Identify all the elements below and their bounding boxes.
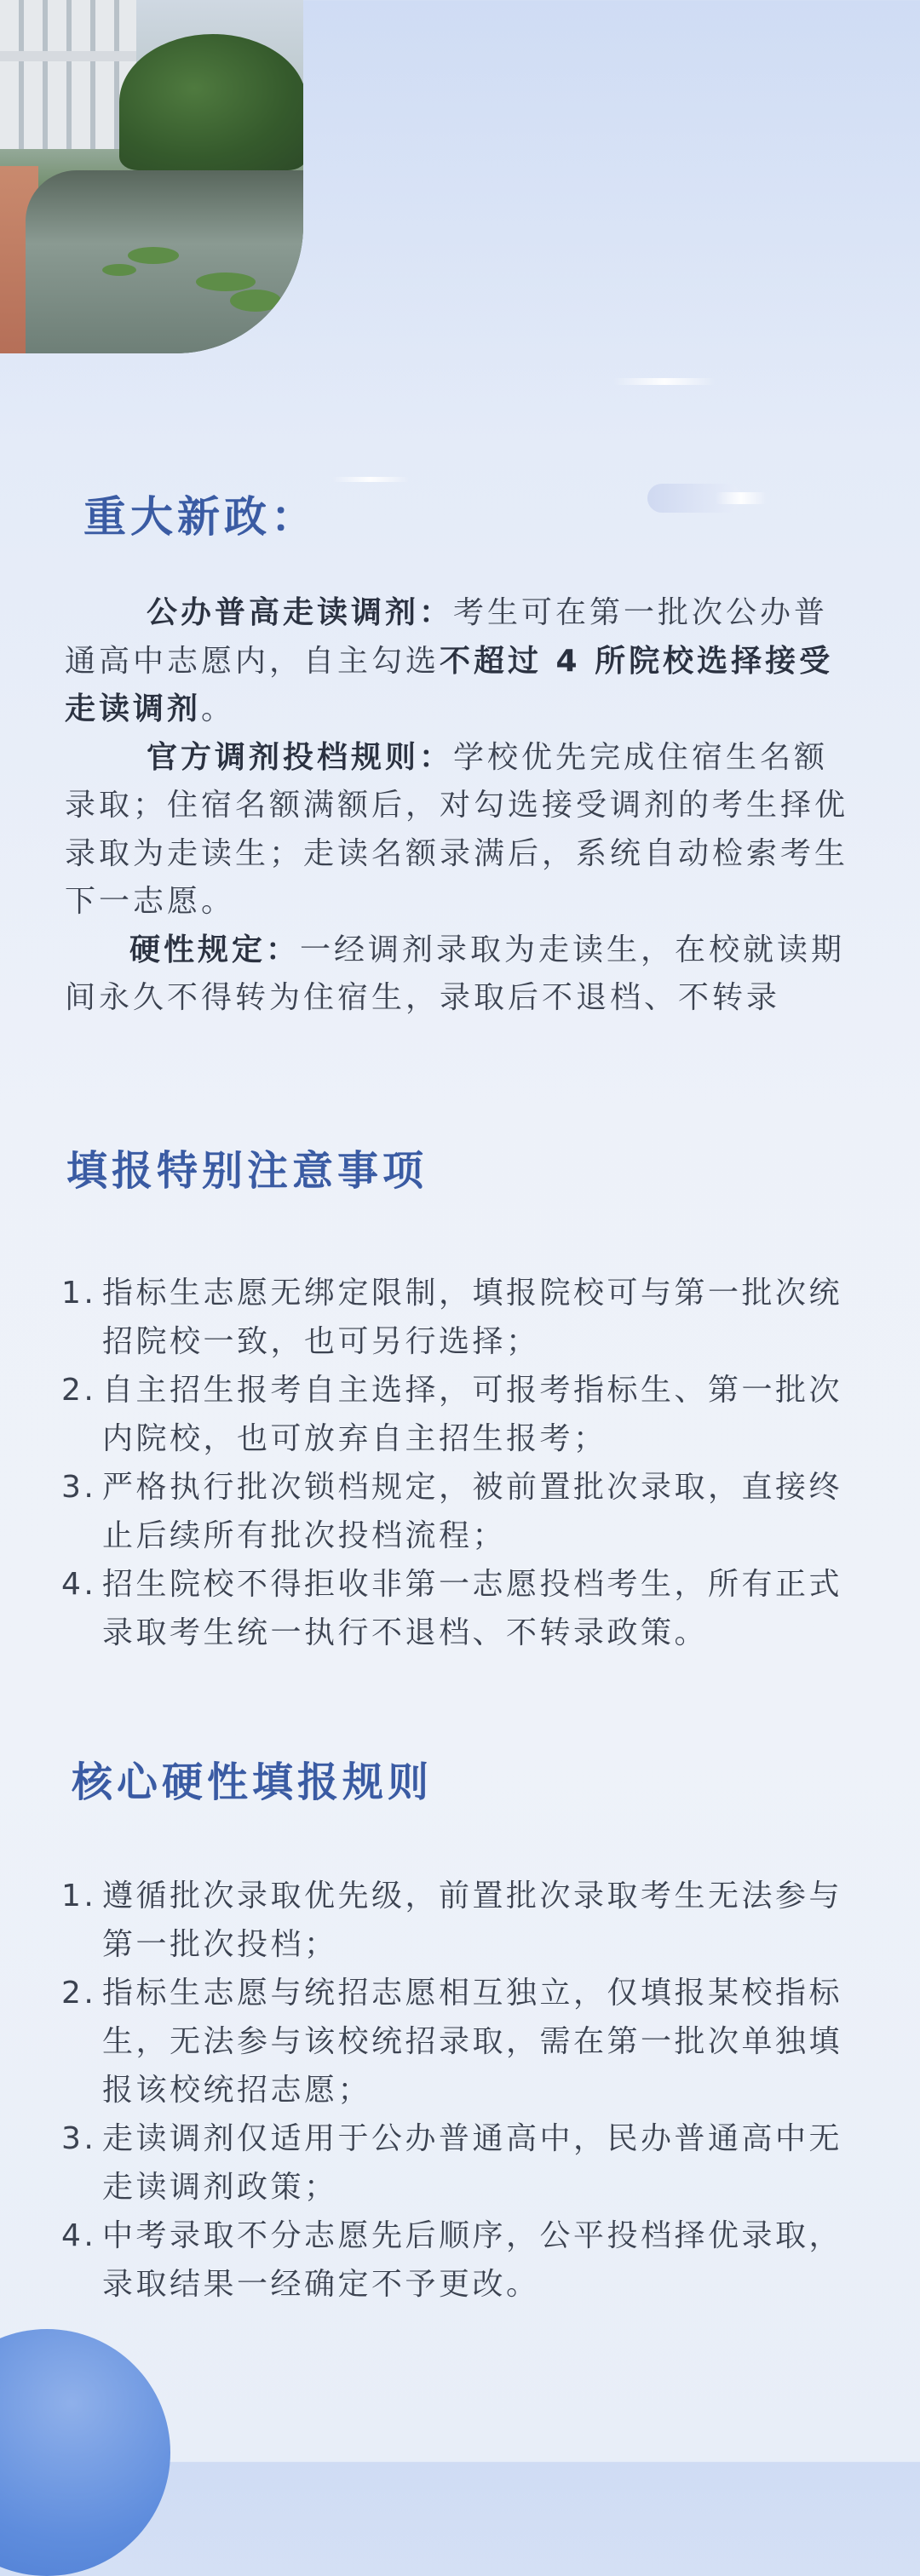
photo-building bbox=[0, 0, 136, 149]
decor-light-streak bbox=[716, 492, 767, 504]
policy-text: 。 bbox=[201, 691, 236, 726]
list-item-number: 2. bbox=[61, 1373, 97, 1408]
policy-emphasis: 不超过 4 所院校选择接受走读调剂 bbox=[65, 643, 834, 726]
list-item bbox=[61, 2212, 866, 2309]
policy-text: 一经调剂录取为走读生，在校就读期间永久不得转为住宿生，录取后不退档、不转录 bbox=[65, 932, 846, 1015]
list-item bbox=[61, 1560, 866, 1657]
section-title-major-policy: 重大新政： bbox=[83, 492, 318, 542]
list-item bbox=[61, 1269, 866, 1366]
list-item-number: 4. bbox=[61, 1567, 97, 1602]
list-item bbox=[61, 1872, 866, 1969]
list-item-text: 中考录取不分志愿先后顺序，公平投档择优录取，录取结果一经确定不予更改。 bbox=[102, 2218, 843, 2302]
list-item-text: 指标生志愿与统招志愿相互独立，仅填报某校指标生，无法参与该校统招录取，需在第一批次单独填报该校统招志愿； bbox=[102, 1976, 843, 2108]
section-title-core-rules: 核心硬性填报规则 bbox=[72, 1758, 434, 1806]
list-item-number: 2. bbox=[61, 1976, 97, 2011]
list-item-text: 走读调剂仅适用于公办普通高中，民办普通高中无走读调剂政策； bbox=[102, 2121, 843, 2205]
photo-lily-pad bbox=[230, 290, 281, 312]
list-item bbox=[61, 1463, 866, 1560]
list-item bbox=[61, 2114, 866, 2212]
decor-light-streak bbox=[332, 477, 409, 482]
photo-lily-pad bbox=[102, 264, 136, 276]
special-notes-list bbox=[61, 1269, 866, 1657]
core-rules-list bbox=[61, 1872, 866, 2309]
policy-lead: 硬性规定： bbox=[129, 932, 301, 967]
list-item-number: 1. bbox=[61, 1879, 97, 1913]
photo-lily-pad bbox=[128, 247, 179, 264]
list-item-text: 遵循批次录取优先级，前置批次录取考生无法参与第一批次投档； bbox=[102, 1879, 843, 1962]
list-item-number: 1. bbox=[61, 1276, 97, 1311]
policy-paragraph bbox=[65, 927, 861, 1023]
list-item-text: 招生院校不得拒收非第一志愿投档考生，所有正式录取考生统一执行不退档、不转录政策。 bbox=[102, 1567, 843, 1650]
policy-text: 考生可在第一批次公办普通高中志愿内，自主勾选 bbox=[65, 595, 829, 679]
list-item-number: 4. bbox=[61, 2218, 97, 2253]
policy-paragraph bbox=[65, 589, 861, 734]
policy-lead: 官方调剂投档规则： bbox=[147, 739, 454, 775]
list-item-number: 3. bbox=[61, 1470, 97, 1505]
policy-paragraph bbox=[65, 734, 861, 927]
header-campus-photo bbox=[0, 0, 303, 353]
photo-trees bbox=[119, 34, 303, 170]
list-item bbox=[61, 1366, 866, 1463]
list-item bbox=[61, 1969, 866, 2114]
list-item-text: 严格执行批次锁档规定，被前置批次录取，直接终止后续所有批次投档流程； bbox=[102, 1470, 843, 1553]
section-title-special-notes: 填报特别注意事项 bbox=[66, 1147, 428, 1195]
list-item-text: 指标生志愿无绑定限制，填报院校可与第一批次统招院校一致，也可另行选择； bbox=[102, 1276, 843, 1359]
policy-lead: 公办普高走读调剂： bbox=[147, 595, 454, 630]
decor-corner-circle bbox=[0, 2329, 170, 2576]
photo-lily-pad bbox=[196, 273, 256, 291]
policy-text: 学校优先完成住宿生名额录取；住宿名额满额后，对勾选接受调剂的考生择优录取为走读生；走读名额录满后，系统自动检索考生下一志愿。 bbox=[65, 739, 849, 919]
policy-paragraphs bbox=[65, 589, 861, 1023]
list-item-number: 3. bbox=[61, 2121, 97, 2156]
decor-light-streak bbox=[613, 378, 716, 385]
list-item-text: 自主招生报考自主选择，可报考指标生、第一批次内院校，也可放弃自主招生报考； bbox=[102, 1373, 843, 1456]
